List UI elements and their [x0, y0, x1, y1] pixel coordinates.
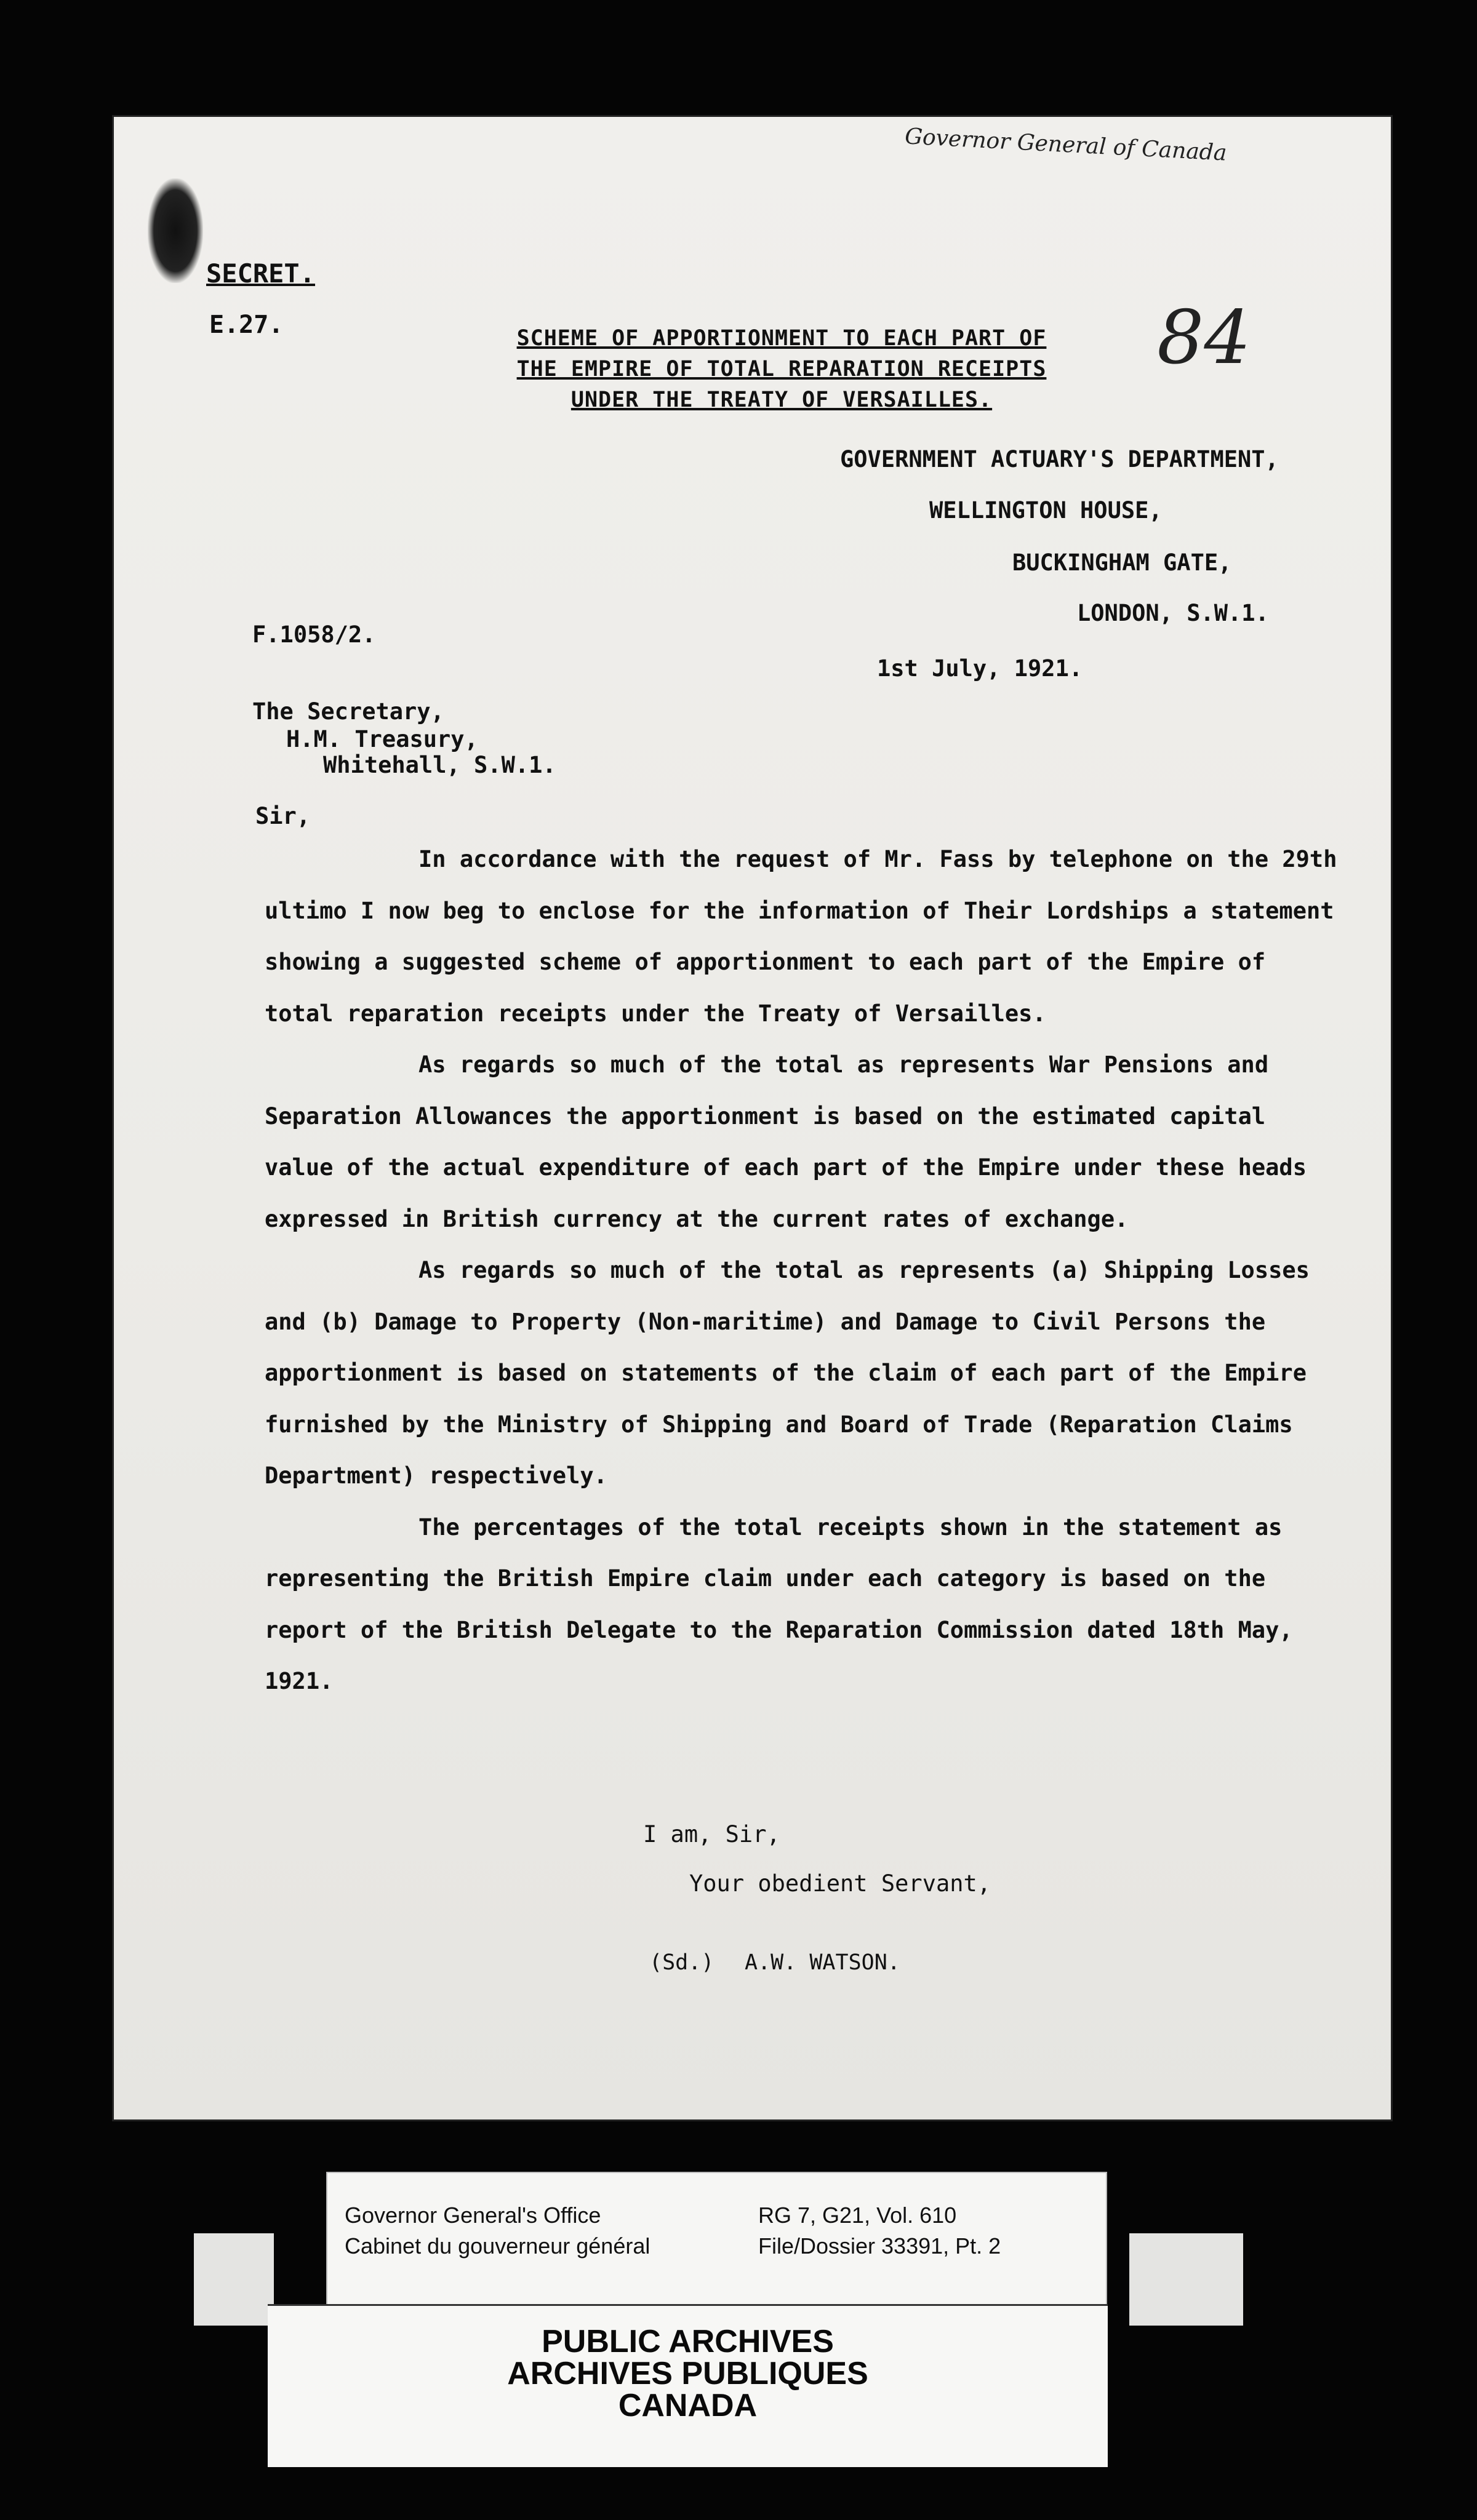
sender-department: GOVERNMENT ACTUARY'S DEPARTMENT,	[840, 446, 1279, 472]
recipient-title: The Secretary,	[252, 698, 444, 725]
classification-label: SECRET.	[206, 258, 316, 289]
closing-line: I am, Sir,	[643, 1821, 780, 1848]
film-strip-left	[194, 2233, 274, 2326]
archive-stamp-line: ARCHIVES PUBLIQUES	[507, 2356, 868, 2391]
paragraph: As regards so much of the total as represents War Pensions and Separation Allowances the apportionment is based on the estimated capital value of the actual expenditure of each part of the Empire under these heads expressed in British currency at the current rates of exchange.	[265, 1051, 1307, 1232]
signature-prefix: (Sd.)	[649, 1950, 714, 1975]
archive-stamp-line: CANADA	[618, 2388, 758, 2423]
title-line: UNDER THE TREATY OF VERSAILLES.	[570, 388, 993, 412]
office-name-en: Governor General's Office	[345, 2203, 601, 2228]
closing-line: Your obedient Servant,	[689, 1870, 991, 1897]
sender-city: LONDON, S.W.1.	[1077, 600, 1269, 626]
handwritten-annotation: Governor General of Canada	[904, 124, 1228, 166]
document-title	[468, 323, 1095, 415]
title-line: SCHEME OF APPORTIONMENT TO EACH PART OF	[516, 326, 1047, 351]
sender-street: BUCKINGHAM GATE,	[1012, 549, 1232, 576]
signature-name: A.W. WATSON.	[745, 1950, 900, 1975]
salutation: Sir,	[255, 803, 311, 829]
reference-e: E.27.	[209, 311, 284, 339]
paper-clip-mark	[148, 178, 203, 283]
folio-number: 84	[1157, 295, 1251, 381]
archive-stamp	[268, 2304, 1108, 2467]
film-strip-right	[1129, 2233, 1243, 2326]
recipient-office: H.M. Treasury,	[286, 726, 478, 752]
archive-reference-card	[326, 2172, 1107, 2325]
office-name-fr: Cabinet du gouverneur général	[345, 2233, 650, 2259]
recipient-address: Whitehall, S.W.1.	[323, 752, 556, 778]
paragraph: The percentages of the total receipts shown in the statement as representing the British Empire claim under each category is based on the report of the British Delegate to the Reparation Commission dated 18th May, 1921.	[265, 1513, 1293, 1694]
paragraph: In accordance with the request of Mr. Fass by telephone on the 29th ultimo I now beg to enclose for the information of Their Lordships a statement showing a suggested scheme of apportionment to each part of the Empire of total reparation receipts under the Treaty of Versailles.	[265, 846, 1337, 1027]
paragraph: As regards so much of the total as represents (a) Shipping Losses and (b) Damage to Property (Non-maritime) and Damage to Civil Persons the apportionment is based on statements of the claim of each part of the Empire furnished by the Ministry of Shipping and Board of Trade (Reparation Claims Department) respectively.	[265, 1257, 1310, 1489]
file-reference: F.1058/2.	[252, 621, 376, 648]
file-dossier: File/Dossier 33391, Pt. 2	[758, 2233, 1001, 2259]
letter-date: 1st July, 1921.	[877, 655, 1083, 682]
sender-building: WELLINGTON HOUSE,	[929, 497, 1163, 524]
letter-body	[265, 834, 1342, 1707]
archive-stamp-line: PUBLIC ARCHIVES	[542, 2324, 834, 2359]
title-line: THE EMPIRE OF TOTAL REPARATION RECEIPTS	[516, 357, 1047, 381]
record-group: RG 7, G21, Vol. 610	[758, 2203, 957, 2228]
